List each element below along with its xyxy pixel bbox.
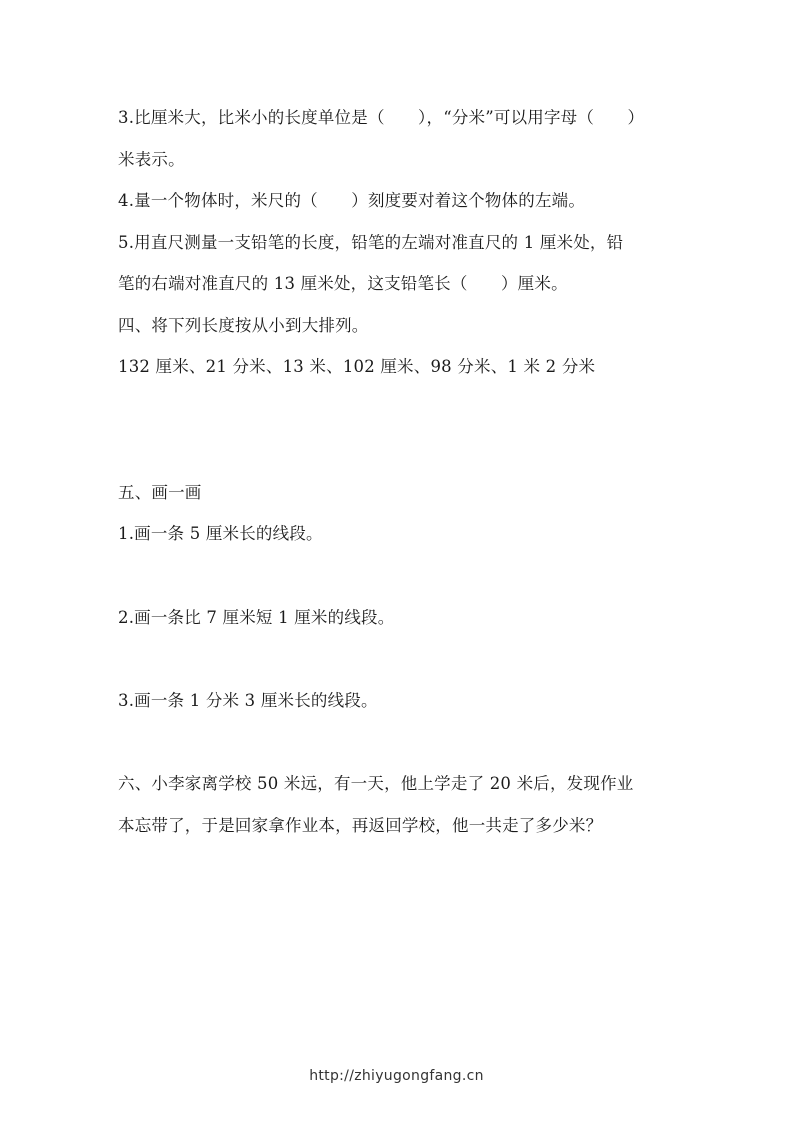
footer-url: http://zhiyugongfang.cn bbox=[309, 1068, 484, 1084]
question-3-line-1: 3.比厘米大，比米小的长度单位是（ ），“分米”可以用字母（ ） bbox=[118, 108, 645, 127]
section-4-length-list: 132 厘米、21 分米、13 米、102 厘米、98 分米、1 米 2 分米 bbox=[118, 357, 596, 376]
section-4-heading: 四、将下列长度按从小到大排列。 bbox=[118, 316, 369, 335]
section-5-question-2: 2.画一条比 7 厘米短 1 厘米的线段。 bbox=[118, 608, 395, 627]
section-5-question-3: 3.画一条 1 分米 3 厘米长的线段。 bbox=[118, 691, 378, 710]
section-6-line-2: 本忘带了，于是回家拿作业本，再返回学校，他一共走了多少米？ bbox=[118, 816, 603, 835]
question-5-line-1: 5.用直尺测量一支铅笔的长度，铅笔的左端对准直尺的 1 厘米处，铅 bbox=[118, 233, 624, 252]
section-5-question-1: 1.画一条 5 厘米长的线段。 bbox=[118, 524, 323, 543]
question-4: 4.量一个物体时，米尺的（ ）刻度要对着这个物体的左端。 bbox=[118, 191, 586, 210]
section-5-heading: 五、画一画 bbox=[118, 483, 202, 502]
section-6-line-1: 六、小李家离学校 50 米远，有一天，他上学走了 20 米后，发现作业 bbox=[118, 774, 634, 793]
question-3-line-2: 米表示。 bbox=[118, 150, 185, 169]
question-5-line-2: 笔的右端对准直尺的 13 厘米处，这支铅笔长（ ）厘米。 bbox=[118, 274, 568, 293]
